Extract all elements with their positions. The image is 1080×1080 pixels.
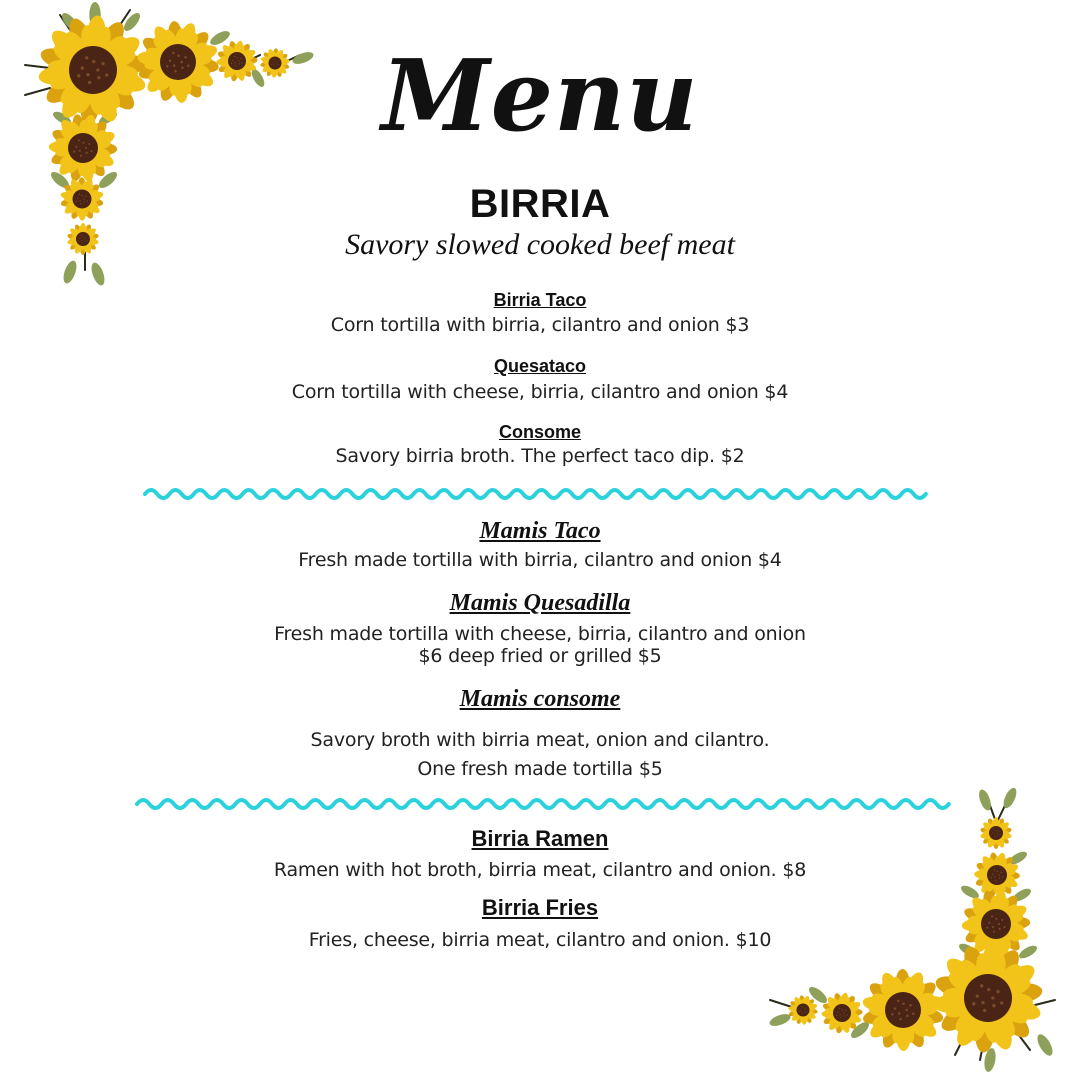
- item-description-consome: Savory birria broth. The perfect taco dip. $2: [335, 445, 745, 467]
- item-name-birria-ramen: Birria Ramen: [471, 826, 609, 851]
- item-name-mamis-quesadilla: Mamis Quesadilla: [449, 590, 631, 616]
- item-description-mamis-quesadilla-line2: $6 deep fried or grilled $5: [418, 645, 662, 667]
- section-subtitle: Savory slowed cooked beef meat: [345, 228, 735, 261]
- item-description-quesataco: Corn tortilla with cheese, birria, cilantro and onion $4: [291, 381, 789, 403]
- wavy-divider-bottom: [137, 800, 949, 808]
- item-name-consome: Consome: [498, 422, 581, 442]
- item-description-mamis-quesadilla-line1: Fresh made tortilla with cheese, birria, cilantro and onion: [274, 623, 806, 645]
- item-name-mamis-taco: Mamis Taco: [479, 518, 601, 544]
- item-description-birria-taco: Corn tortilla with birria, cilantro and onion $3: [330, 314, 750, 336]
- item-name-birria-fries: Birria Fries: [481, 895, 599, 920]
- item-description-mamis-consome-line2: One fresh made tortilla $5: [417, 758, 663, 780]
- item-description-birria-fries: Fries, cheese, birria meat, cilantro and onion. $10: [308, 929, 772, 951]
- item-name-birria-taco: Birria Taco: [493, 290, 587, 310]
- item-description-mamis-taco: Fresh made tortilla with birria, cilantro and onion $4: [298, 549, 782, 571]
- menu-title: Menu: [381, 39, 699, 154]
- item-description-mamis-consome-line1: Savory broth with birria meat, onion and cilantro.: [310, 729, 770, 751]
- wavy-divider-top: [145, 490, 926, 498]
- section-title: BIRRIA: [469, 182, 611, 226]
- item-name-quesataco: Quesataco: [493, 356, 587, 376]
- item-description-birria-ramen: Ramen with hot broth, birria meat, cilantro and onion. $8: [273, 859, 807, 881]
- item-name-mamis-consome: Mamis consome: [459, 686, 621, 712]
